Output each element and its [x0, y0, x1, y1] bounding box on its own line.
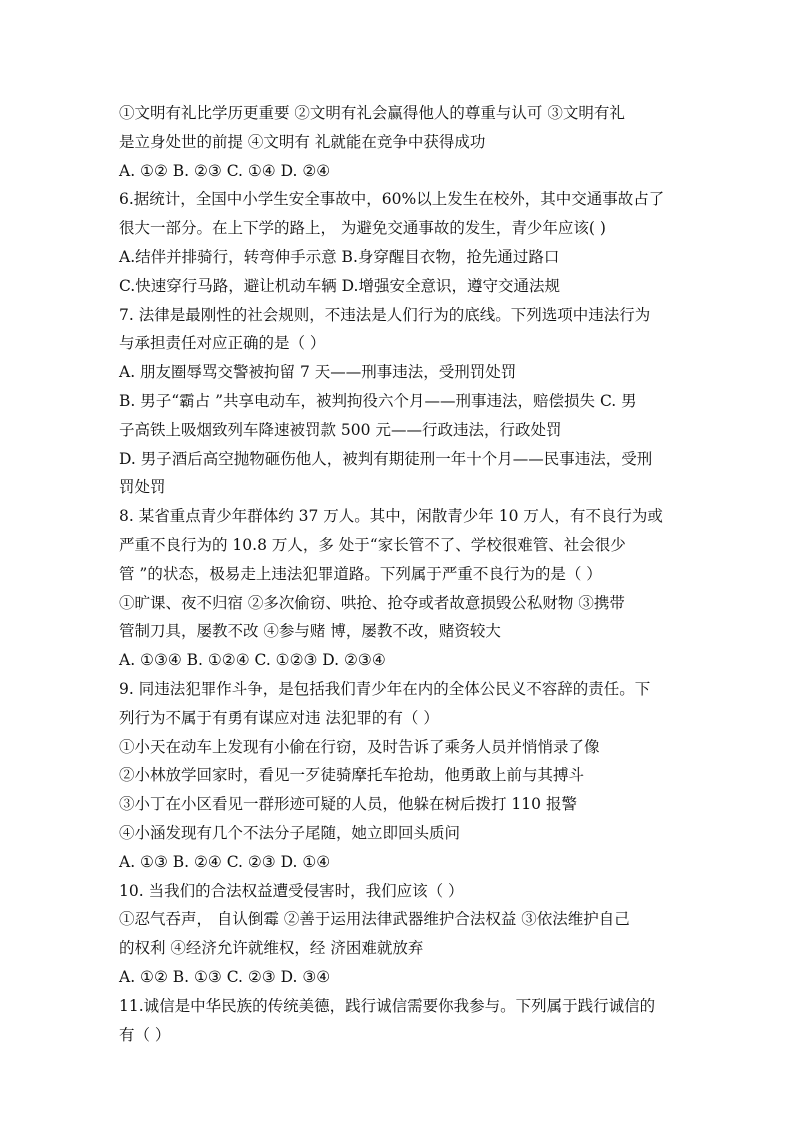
question-9-item: ②小林放学回家时，看见一歹徒骑摩托车抢劫，他勇敢上前与其搏斗 [119, 766, 585, 785]
question-8-stem: 严重不良行为的 10.8 万人，多 处于“家长管不了、学校很难管、社会很少 [119, 535, 626, 554]
question-7-stem: 与承担责任对应正确的是（ ） [119, 334, 326, 353]
question-8-items: 管制刀具，屡教不改 ④参与赌 博，屡教不改，赌资较大 [119, 622, 501, 641]
question-7-option: D. 男子酒后高空抛物砸伤他人，被判有期徒刑一年十个月——民事违法，受刑 [119, 449, 653, 468]
question-9-stem: 9. 同违法犯罪作斗争，是包括我们青少年在内的全体公民义不容辞的责任。下 [119, 679, 651, 698]
exam-page-body [119, 99, 679, 1049]
question-9-item: ④小涵发现有几个不法分子尾随，她立即回头质问 [119, 823, 461, 842]
text-line: ①文明有礼比学历更重要 ②文明有礼会赢得他人的尊重与认可 ③文明有礼 [119, 104, 625, 122]
question-10-options: A. ①② B. ①③ C. ②③ D. ③④ [119, 967, 331, 986]
question-8-options: A. ①③④ B. ①②④ C. ①②③ D. ②③④ [119, 651, 386, 670]
question-8-stem: 管 ”的状态，极易走上违法犯罪道路。下列属于严重不良行为的是（ ） [119, 564, 602, 583]
question-6-stem: 6.据统计，全国中小学生安全事故中，60%以上发生在校外，其中交通事故占了 [119, 190, 665, 209]
question-9-item: ①小天在动车上发现有小偷在行窃，及时告诉了乘务人员并悄悄录了像 [119, 737, 600, 756]
question-6-options: A.结伴并排骑行，转弯伸手示意 B.身穿醒目衣物，抢先通过路口 [119, 247, 560, 266]
question-7-option: 子高铁上吸烟致列车降速被罚款 500 元——行政违法，行政处罚 [119, 420, 562, 439]
answer-options: A. ①② B. ②③ C. ①④ D. ②④ [119, 161, 331, 180]
question-10-stem: 10. 当我们的合法权益遭受侵害时，我们应该（ ） [119, 881, 464, 900]
question-11-stem: 11.诚信是中华民族的传统美德，践行诚信需要你我参与。下列属于践行诚信的 [119, 996, 656, 1015]
question-8-items: ①旷课、夜不归宿 ②多次偷窃、哄抢、抢夺或者故意损毁公私财物 ③携带 [119, 593, 625, 612]
question-8-stem: 8. 某省重点青少年群体约 37 万人。其中，闲散青少年 10 万人，有不良行为或 [119, 507, 663, 526]
question-9-stem: 列行为不属于有勇有谋应对违 法犯罪的有（ ） [119, 708, 439, 727]
question-11-stem: 有（ ） [119, 1025, 171, 1044]
question-7-option: 罚处罚 [119, 478, 166, 497]
question-7-option: B. 男子“霸占 ”共享电动车，被判拘役六个月——刑事违法，赔偿损失 C. 男 [119, 391, 637, 410]
question-6-stem: 很大一部分。在上下学的路上， 为避免交通事故的发生，青少年应该( ) [119, 219, 606, 238]
question-6-options: C.快速穿行马路，避让机动车辆 D.增强安全意识，遵守交通法规 [119, 276, 560, 295]
question-9-item: ③小丁在小区看见一群形迹可疑的人员，他躲在树后拨打 110 报警 [119, 795, 577, 814]
question-7-option: A. 朋友圈辱骂交警被拘留 7 天——刑事违法，受刑罚处罚 [119, 363, 517, 382]
question-9-options: A. ①③ B. ②④ C. ②③ D. ①④ [119, 852, 331, 871]
question-10-items: 的权利 ④经济允许就维权，经 济困难就放弃 [119, 939, 424, 958]
question-7-stem: 7. 法律是最刚性的社会规则，不违法是人们行为的底线。下列选项中违法行为 [119, 305, 651, 324]
question-10-items: ①忍气吞声， 自认倒霉 ②善于运用法律武器维护合法权益 ③依法维护自己 [119, 910, 630, 929]
text-line: 是立身处世的前提 ④文明有 礼就能在竞争中获得成功 [119, 132, 486, 151]
